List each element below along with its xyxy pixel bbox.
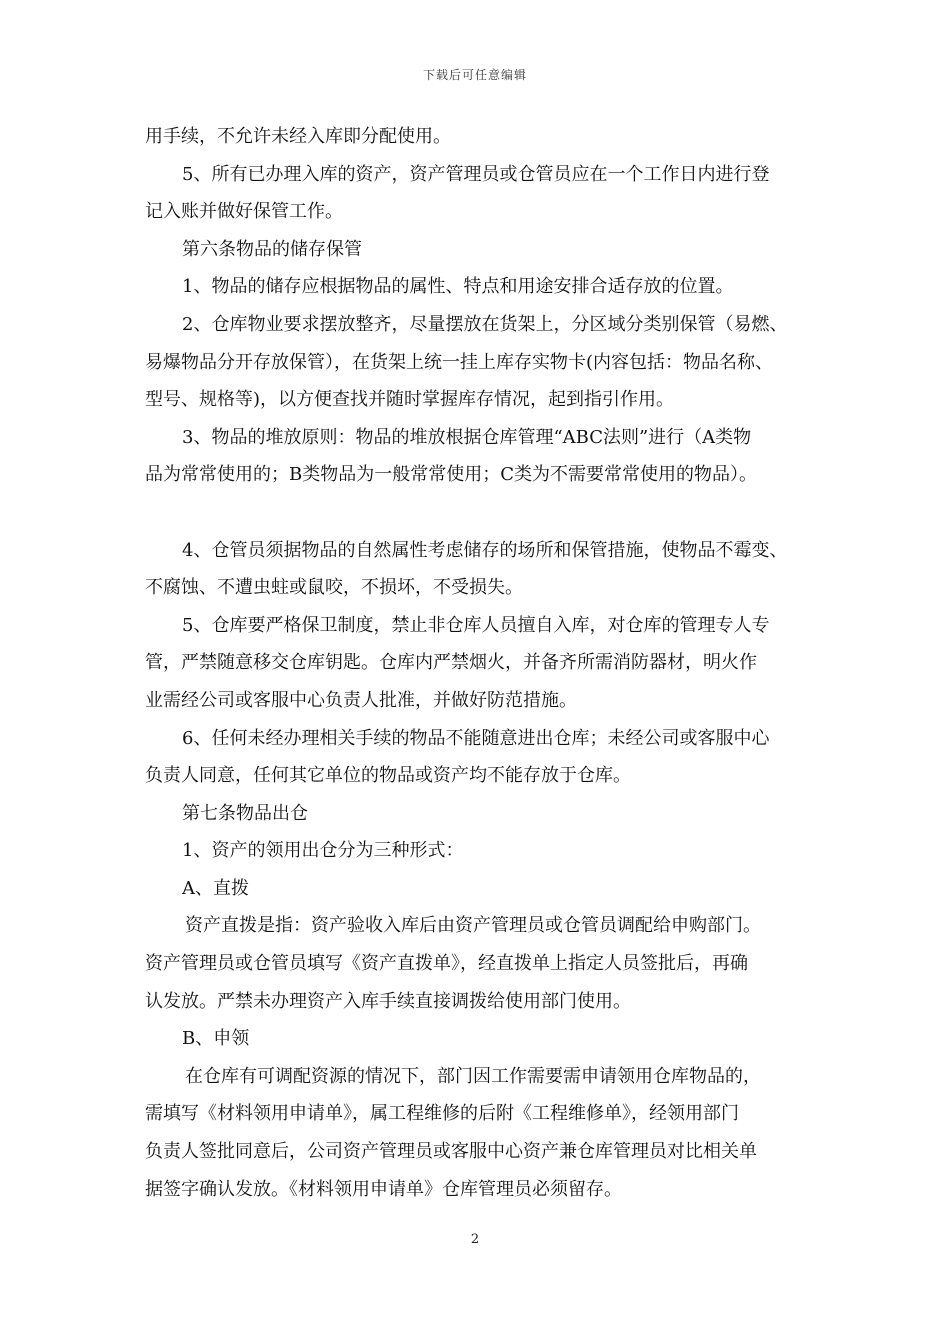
text-line: 4、仓管员须据物品的自然属性考虑储存的场所和保管措施，使物品不霉变、	[182, 539, 788, 561]
text-line: 用手续，不允许未经入库即分配使用。	[145, 126, 451, 147]
text-line: 5、所有已办理入库的资产，资产管理员或仓管员应在一个工作日内进行登	[182, 163, 770, 185]
section-heading: 第七条物品出仓	[182, 802, 308, 824]
text-line: 负责人同意，任何其它单位的物品或资产均不能存放于仓库。	[145, 765, 631, 787]
text-line: 在仓库有可调配资源的情况下，部门因工作需要需申请领用仓库物品的，	[185, 1065, 761, 1087]
text-line: 资产直拨是指：资产验收入库后由资产管理员或仓管员调配给申购部门。	[185, 915, 761, 937]
text-line: 3、物品的堆放原则：物品的堆放根据仓库管理“ABC法则”进行（A类物	[182, 426, 752, 448]
text-line: 负责人签批同意后，公司资产管理员或客服中心资产兼仓库管理员对比相关单	[145, 1141, 757, 1163]
page-number: 2	[470, 1232, 480, 1247]
text-line: 易爆物品分开存放保管），在货架上统一挂上库存实物卡(内容包括：物品名称、	[145, 351, 774, 373]
text-line: 1、物品的储存应根据物品的属性、特点和用途安排合适存放的位置。	[182, 276, 734, 298]
text-line: 据签字确认发放。《材料领用申请单》仓库管理员必须留存。	[145, 1178, 622, 1200]
text-line: 资产管理员或仓管员填写《资产直拨单》，经直拨单上指定人员签批后，再确	[145, 953, 748, 975]
document-body	[145, 124, 811, 1214]
text-line: 记入账并做好保管工作。	[145, 201, 343, 223]
subsection-heading: A、直拨	[182, 877, 249, 899]
text-line: 1、资产的领用出仓分为三种形式：	[182, 840, 464, 862]
page-header: 下载后可任意编辑	[422, 68, 527, 82]
blank-line	[145, 500, 811, 538]
text-line: 6、任何未经办理相关手续的物品不能随意进出仓库；未经公司或客服中心	[182, 727, 770, 749]
text-line: 不腐蚀、不遭虫蛀或鼠咬，不损坏，不受损失。	[145, 577, 523, 599]
text-line: 2、仓库物业要求摆放整齐，尽量摆放在货架上，分区域分类别保管（易燃、	[182, 313, 788, 335]
text-line: 认发放。严禁未办理资产入库手续直接调拨给使用部门使用。	[145, 990, 631, 1012]
text-line: 品为常常使用的；B类物品为一般常常使用；C类为不需要常常使用的物品）。	[145, 464, 757, 486]
text-line: 5、仓库要严格保卫制度，禁止非仓库人员擅自入库，对仓库的管理专人专	[182, 614, 770, 636]
section-heading: 第六条物品的储存保管	[182, 238, 362, 260]
subsection-heading: B、申领	[182, 1028, 250, 1050]
text-line: 业需经公司或客服中心负责人批准，并做好防范措施。	[145, 689, 577, 711]
text-line: 需填写《材料领用申请单》，属工程维修的后附《工程维修单》，经领用部门	[145, 1103, 739, 1125]
text-line: 型号、规格等)，以方便查找并随时掌握库存情况，起到指引作用。	[145, 389, 675, 411]
text-line: 管，严禁随意移交仓库钥匙。仓库内严禁烟火，并备齐所需消防器材，明火作	[145, 652, 757, 674]
